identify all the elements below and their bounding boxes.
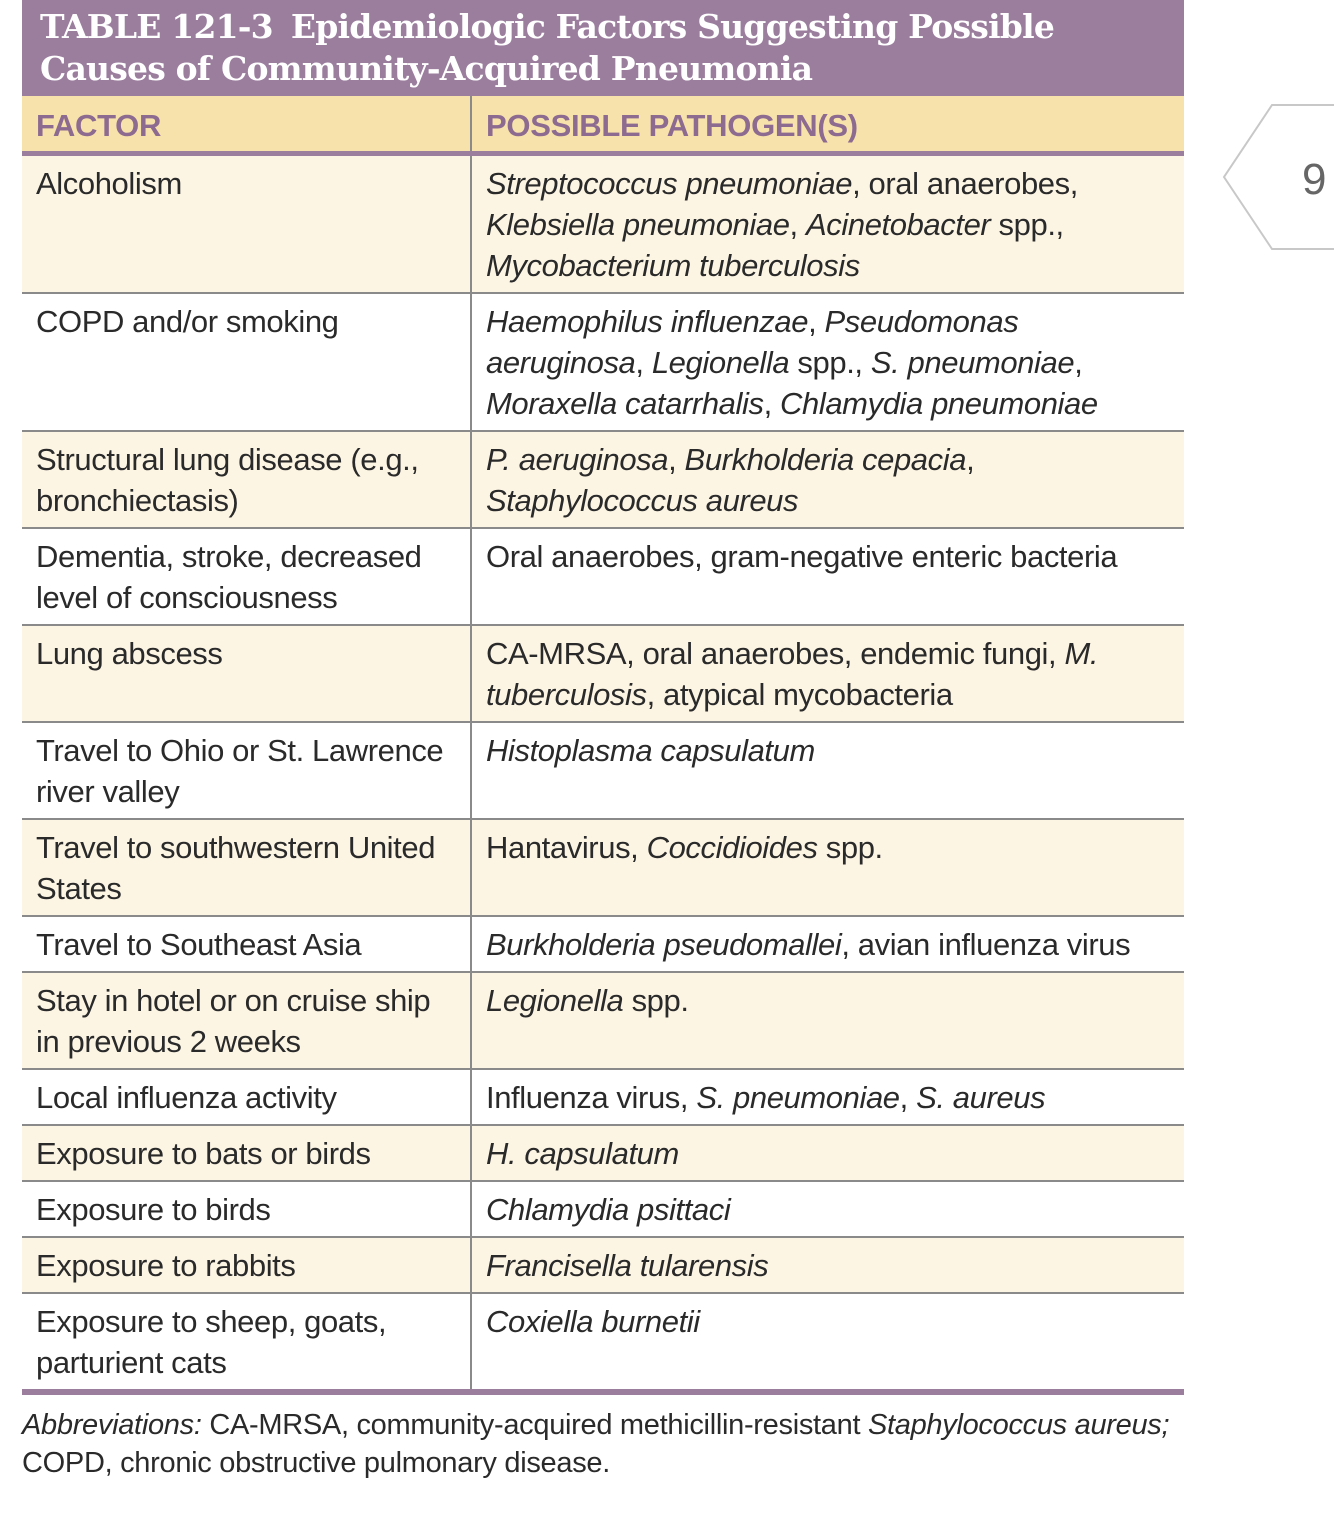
factor-cell: Alcoholism <box>22 153 471 293</box>
table-row <box>22 916 1184 972</box>
pathogen-cell <box>471 1125 1184 1181</box>
pathogen-cell <box>471 625 1184 722</box>
pathogen-cell <box>471 528 1184 625</box>
pathogen-name: Legionella <box>486 982 624 1018</box>
pathogen-cell <box>471 819 1184 916</box>
factor-cell: Stay in hotel or on cruise ship in previous 2 weeks <box>22 972 471 1069</box>
pathogen-text: , atypical mycobacteria <box>646 676 953 712</box>
table-row <box>22 528 1184 625</box>
pathogen-text: spp., <box>789 344 871 380</box>
table-title-bar <box>22 0 1184 96</box>
table-container <box>22 0 1184 1395</box>
pathogen-name: Coxiella burnetii <box>486 1303 700 1339</box>
pathogen-name: Burkholderia cepacia <box>684 441 967 477</box>
pathogen-text: Influenza virus, <box>486 1079 697 1115</box>
pathogen-cell <box>471 1293 1184 1392</box>
pathogen-name: Pseudomonas aeruginosa <box>486 303 1019 380</box>
table-row <box>22 722 1184 819</box>
pathogen-name: S. aureus <box>916 1079 1046 1115</box>
pathogen-cell <box>471 293 1184 431</box>
table-header-row <box>22 96 1184 153</box>
table-row <box>22 1069 1184 1125</box>
pathogen-name: Mycobacterium tuberculosis <box>486 247 860 283</box>
factor-cell: Travel to Ohio or St. Lawrence river valley <box>22 722 471 819</box>
factor-cell: Lung abscess <box>22 625 471 722</box>
factor-cell: Local influenza activity <box>22 1069 471 1125</box>
pathogen-name: Francisella tularensis <box>486 1247 769 1283</box>
factor-cell: Exposure to rabbits <box>22 1237 471 1293</box>
footnote-segment: CA-MRSA, community-acquired methicillin-resistant <box>201 1409 868 1441</box>
table-row <box>22 1181 1184 1237</box>
table-row <box>22 972 1184 1069</box>
table-number: TABLE 121-3 <box>40 7 273 46</box>
pathogen-name: Legionella <box>651 344 790 380</box>
table-row <box>22 431 1184 528</box>
factor-cell: Travel to Southeast Asia <box>22 916 471 972</box>
pathogen-text: spp. <box>623 982 689 1018</box>
pathogen-name: Coccidioides <box>646 829 818 865</box>
pathogen-text: Hantavirus, <box>486 829 647 865</box>
footnote-segment: COPD, chronic obstructive pulmonary disease. <box>22 1447 610 1479</box>
factor-cell: Exposure to birds <box>22 1181 471 1237</box>
footnote <box>22 1406 1202 1482</box>
pathogen-name: M. tuberculosis <box>486 635 1099 712</box>
pathogen-cell <box>471 722 1184 819</box>
pathogen-cell <box>471 153 1184 293</box>
pathogen-text: , oral anaerobes, <box>852 165 1078 201</box>
pathogen-cell <box>471 1181 1184 1237</box>
pathogen-name: Staphylococcus aureus <box>486 482 799 518</box>
pathogen-text: spp. <box>817 829 883 865</box>
factor-cell: COPD and/or smoking <box>22 293 471 431</box>
header-factor: FACTOR <box>22 96 471 153</box>
table-row <box>22 1293 1184 1392</box>
header-pathogens: POSSIBLE PATHOGEN(S) <box>471 96 1184 153</box>
footnote-segment: Abbreviations: <box>22 1409 202 1441</box>
pathogen-name: Chlamydia pneumoniae <box>780 385 1098 421</box>
table-row <box>22 1237 1184 1293</box>
pathogen-text: , <box>899 1079 917 1115</box>
pathogen-name: Chlamydia psittaci <box>486 1191 731 1227</box>
pathogen-name: P. aeruginosa <box>486 441 669 477</box>
factor-cell: Exposure to bats or birds <box>22 1125 471 1181</box>
table-row <box>22 293 1184 431</box>
pathogen-name: Burkholderia pseudomallei <box>486 926 842 962</box>
factor-cell: Travel to southwestern United States <box>22 819 471 916</box>
pathogen-name: H. capsulatum <box>486 1135 679 1171</box>
pathogen-cell <box>471 972 1184 1069</box>
pathogen-name: Moraxella catarrhalis <box>486 385 764 421</box>
pathogen-text: , <box>966 441 975 477</box>
pathogen-text: , <box>668 441 685 477</box>
pathogen-text: , <box>789 206 806 242</box>
factor-cell: Exposure to sheep, goats, parturient cats <box>22 1293 471 1392</box>
pathogen-name: Streptococcus pneumoniae <box>486 165 853 201</box>
pathogen-name: Histoplasma capsulatum <box>486 732 815 768</box>
pathogen-table <box>22 96 1184 1395</box>
page-tab-number: 9 <box>1302 155 1327 204</box>
pathogen-text: , <box>763 385 781 421</box>
pathogen-name: S. pneumoniae <box>870 344 1075 380</box>
pathogen-text: , <box>1074 344 1083 380</box>
pathogen-cell <box>471 431 1184 528</box>
footnote-segment: Staphylococcus aureus; <box>867 1409 1170 1441</box>
pathogen-name: Klebsiella pneumoniae <box>486 206 790 242</box>
factor-cell: Structural lung disease (e.g., bronchiectasis) <box>22 431 471 528</box>
table-body <box>22 153 1184 1392</box>
pathogen-text: , <box>808 303 825 339</box>
pathogen-text: CA-MRSA, oral anaerobes, endemic fungi, <box>486 635 1065 671</box>
pathogen-name: Acinetobacter <box>805 206 991 242</box>
pathogen-cell <box>471 916 1184 972</box>
table-title: Epidemiologic Factors Suggesting Possible Causes of Community-Acquired Pneumonia <box>40 7 1055 88</box>
table-row <box>22 819 1184 916</box>
table-row <box>22 1125 1184 1181</box>
pathogen-text: , <box>635 344 652 380</box>
pathogen-name: Haemophilus influenzae <box>486 303 809 339</box>
pathogen-cell <box>471 1069 1184 1125</box>
pathogen-text: Oral anaerobes, gram-negative enteric bacteria <box>486 538 1118 574</box>
pathogen-text: , avian influenza virus <box>841 926 1131 962</box>
table-row <box>22 625 1184 722</box>
factor-cell: Dementia, stroke, decreased level of consciousness <box>22 528 471 625</box>
pathogen-cell <box>471 1237 1184 1293</box>
table-row <box>22 153 1184 293</box>
pathogen-name: S. pneumoniae <box>696 1079 900 1115</box>
pathogen-text: spp., <box>990 206 1064 242</box>
